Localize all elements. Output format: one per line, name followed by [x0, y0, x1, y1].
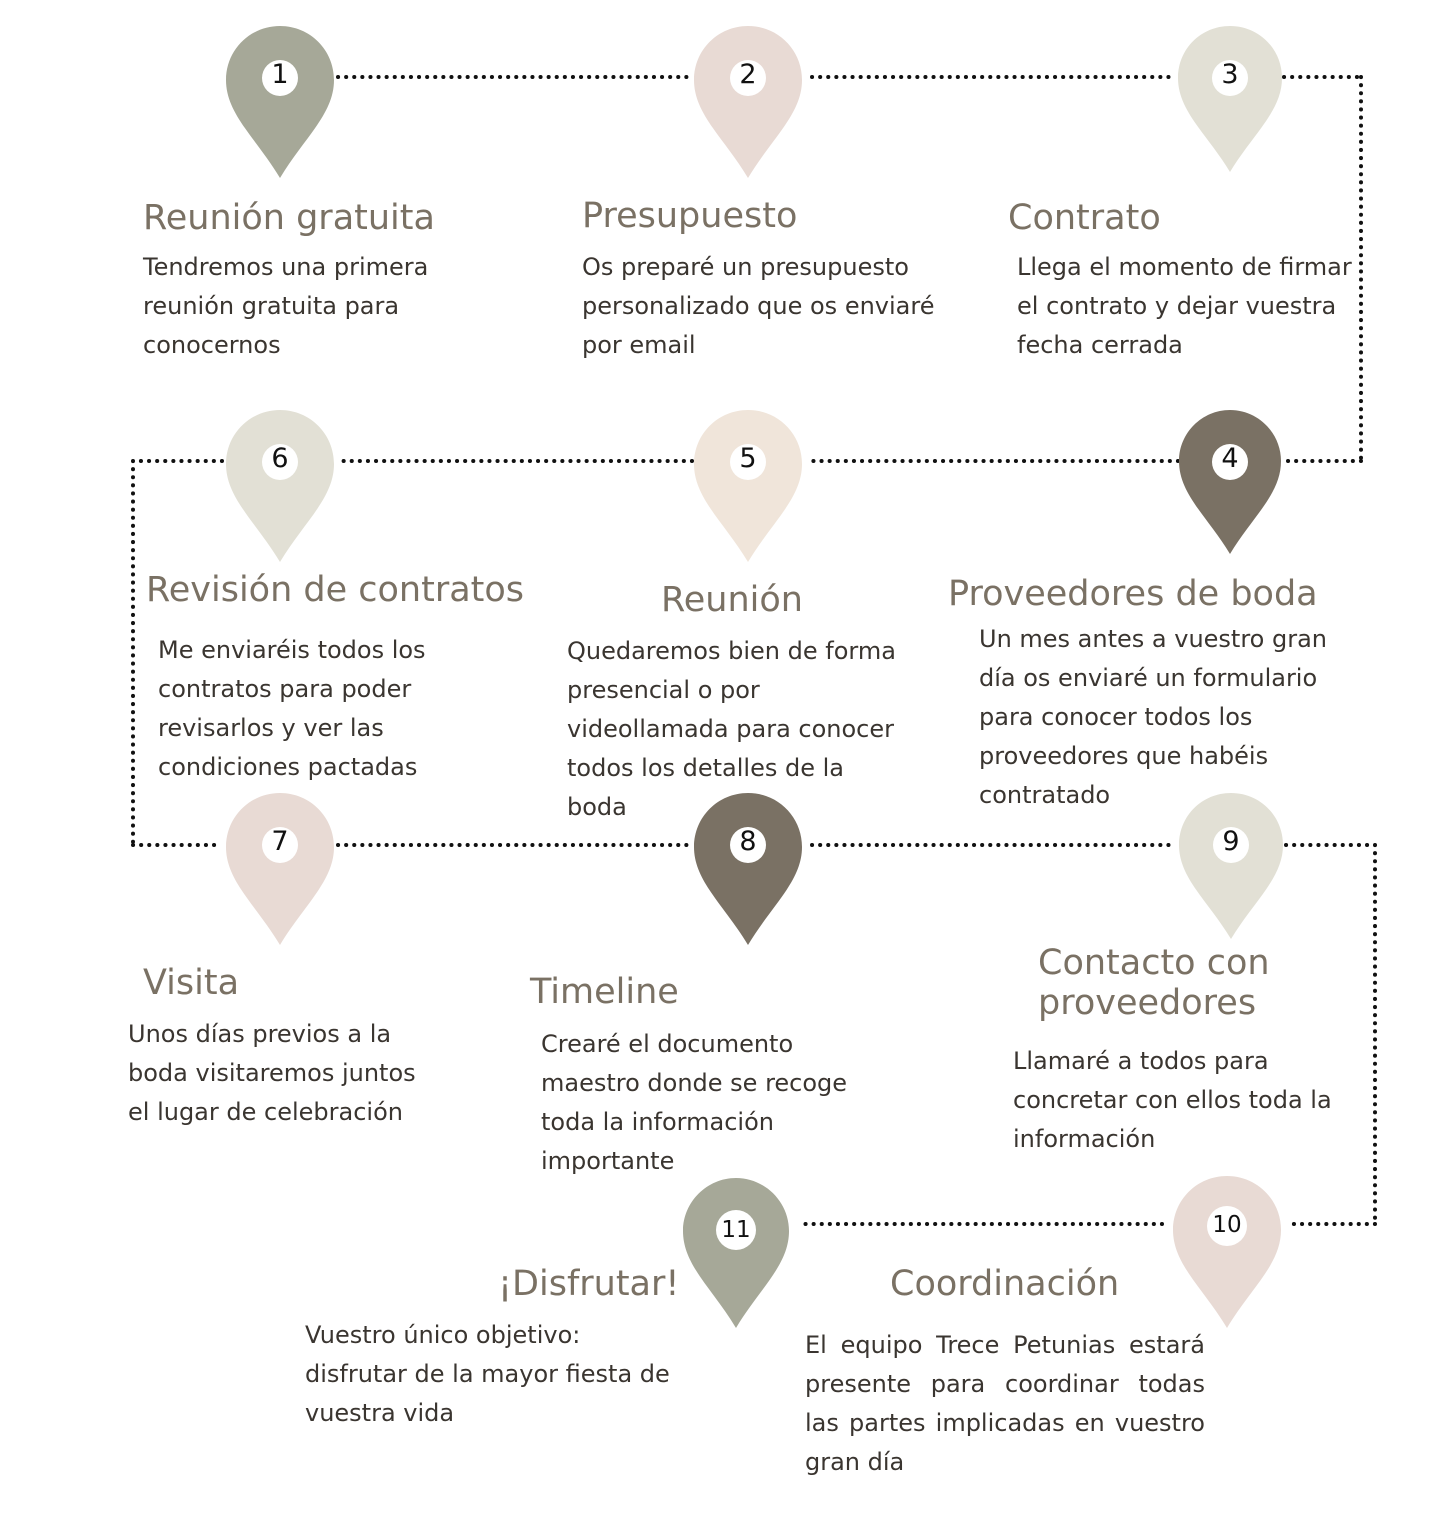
map-pin-icon [226, 793, 334, 945]
step-2-pin [694, 26, 802, 178]
map-pin-icon [694, 410, 802, 562]
step-number: 10 [1212, 1212, 1242, 1238]
step-9-pin [1179, 793, 1287, 945]
step-3-description: Llega el momento de firmar el contrato y dejar vuestra fecha cerrada [1017, 253, 1352, 359]
step-3-title: Contrato [1008, 198, 1161, 238]
step-7-pin [226, 793, 334, 945]
step-number: 5 [739, 443, 757, 474]
step-6-pin [226, 410, 334, 562]
step-10-pin [1173, 1176, 1281, 1328]
step-6-description: Me enviaréis todos los contratos para poder revisarlos y ver las condiciones pactadas [158, 636, 426, 781]
step-number: 7 [271, 826, 289, 857]
step-1-pin [226, 26, 334, 178]
step-5-description: Quedaremos bien de forma presencial o por videollamada para conocer todos los detalles de la boda [567, 637, 896, 821]
step-number: 6 [271, 443, 289, 474]
map-pin-icon [694, 26, 802, 178]
step-11-pin [683, 1178, 791, 1330]
map-pin-icon [1173, 1176, 1281, 1328]
step-8-description: Crearé el documento maestro donde se recoge toda la información importante [541, 1030, 848, 1175]
step-4-description: Un mes antes a vuestro gran día os enviaré un formulario para conocer todos los proveedores que habéis contratado [979, 625, 1328, 809]
step-9-title: Contacto con proveedores [1038, 943, 1270, 1023]
step-number: 8 [739, 826, 757, 857]
step-2-title: Presupuesto [582, 196, 798, 236]
step-7-title: Visita [143, 963, 240, 1003]
step-10-description: El equipo Trece Petunias estará presente para coordinar todas las partes implicadas en vuestro gran día [805, 1331, 1205, 1476]
step-5-title: Reunión [661, 580, 803, 620]
step-1-description: Tendremos una primera reunión gratuita para conocernos [143, 253, 429, 359]
step-2-description: Os preparé un presupuesto personalizado que os enviaré por email [582, 253, 935, 359]
step-number: 11 [721, 1217, 751, 1243]
step-3-pin [1178, 26, 1286, 178]
step-7-description: Unos días previos a la boda visitaremos juntos el lugar de celebración [128, 1020, 416, 1126]
step-8-title: Timeline [530, 972, 679, 1012]
step-11-title: ¡Disfrutar! [498, 1264, 680, 1304]
map-pin-icon [1178, 26, 1282, 172]
step-number: 4 [1221, 443, 1239, 474]
step-number: 3 [1221, 59, 1239, 90]
step-1-title: Reunión gratuita [143, 198, 435, 238]
map-pin-icon [226, 410, 334, 562]
step-11-description: Vuestro único objetivo: disfrutar de la mayor fiesta de vuestra vida [305, 1321, 670, 1427]
step-10-title: Coordinación [890, 1264, 1120, 1304]
step-6-title: Revisión de contratos [146, 570, 525, 610]
step-4-title: Proveedores de boda [948, 574, 1318, 614]
map-pin-icon [226, 26, 334, 178]
map-pin-icon [683, 1178, 789, 1328]
map-pin-icon [1179, 410, 1281, 554]
step-5-pin [694, 410, 802, 562]
step-4-pin [1179, 410, 1287, 562]
step-9-description: Llamaré a todos para concretar con ellos toda la información [1013, 1047, 1332, 1153]
step-number: 2 [739, 59, 757, 90]
step-number: 9 [1222, 826, 1240, 857]
step-number: 1 [271, 59, 289, 90]
